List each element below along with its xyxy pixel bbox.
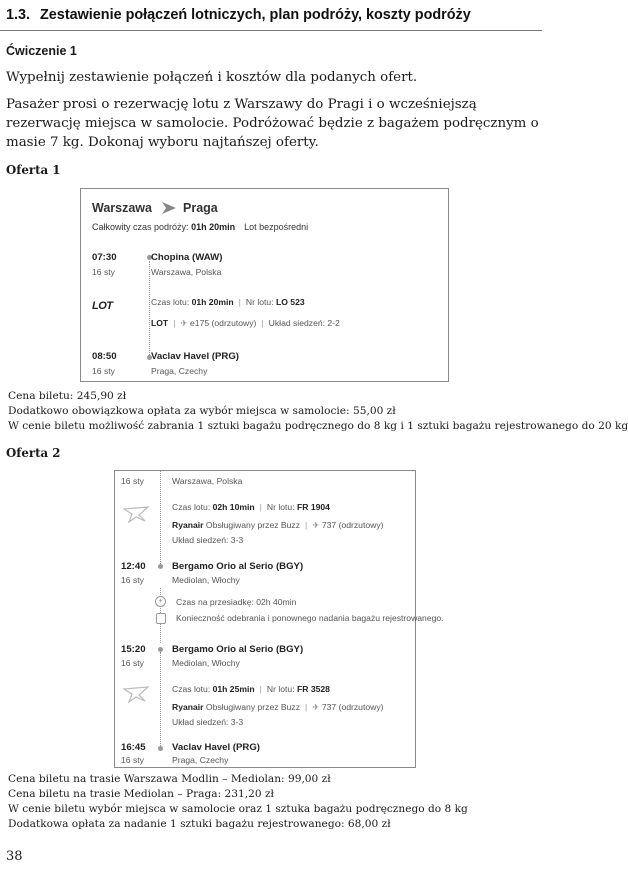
offer-2-note: Dodatkowa opłata za nadanie 1 sztuki bagażu rejestrowanego: 68,00 zł	[8, 818, 391, 830]
plane-icon: ✈	[312, 520, 320, 530]
departure-time: 07:30	[92, 252, 117, 263]
offer-2-label: Oferta 2	[6, 446, 61, 460]
mid-departure-date: 16 sty	[121, 658, 144, 668]
baggage-icon	[156, 613, 166, 624]
arrival-place: Praga, Czechy	[172, 755, 229, 765]
arrival-time: 08:50	[92, 351, 117, 362]
offer-1-note: Dodatkowo obowiązkowa opłata za wybór miejsca w samolocie: 55,00 zł	[8, 405, 396, 417]
clock-icon: +	[155, 596, 166, 607]
top-place: Warszawa, Polska	[172, 476, 243, 486]
route-to: Praga	[183, 201, 218, 215]
total-time-row: Całkowity czas podróży: 01h 20min Lot bezpośredni	[92, 222, 309, 232]
baggage-note: Konieczność odebrania i ponownego nadania bagażu rejestrowanego.	[176, 613, 444, 623]
ryanair-logo-icon	[123, 685, 149, 703]
section-number: 1.3.	[6, 7, 31, 23]
arrival-airport: Vaclav Havel (PRG)	[172, 742, 260, 753]
mid-arrival-time: 12:40	[121, 561, 146, 572]
seg2-seats: Układ siedzeń: 3-3	[172, 717, 244, 727]
seg1-aircraft-info: Ryanair Obsługiwany przez Buzz | ✈ 737 (odrzutowy)	[172, 520, 384, 530]
offer-2-note: Cena biletu na trasie Warszawa Modlin – Mediolan: 99,00 zł	[8, 773, 331, 785]
seg2-aircraft-info: Ryanair Obsługiwany przez Buzz | ✈ 737 (odrzutowy)	[172, 702, 384, 712]
departure-airport: Chopina (WAW)	[151, 252, 223, 263]
top-date: 16 sty	[121, 476, 144, 486]
offer-2-note: Cena biletu na trasie Mediolan – Praga: 231,20 zł	[8, 788, 274, 800]
seg1-seats: Układ siedzeń: 3-3	[172, 535, 244, 545]
plane-icon: ✈	[312, 702, 320, 712]
aircraft-info: LOT | ✈ e175 (odrzutowy) | Układ siedzeń: 2-2	[151, 318, 340, 328]
ryanair-logo-icon	[123, 505, 149, 523]
layover-time: Czas na przesiadkę: 02h 40min	[176, 597, 297, 607]
arrival-place: Praga, Czechy	[151, 366, 208, 376]
arrival-date: 16 sty	[92, 366, 115, 376]
arrival-date: 16 sty	[121, 755, 144, 765]
mid-place: Mediolan, Włochy	[172, 575, 240, 585]
arrival-airport: Vaclav Havel (PRG)	[151, 351, 239, 362]
exercise-task: Pasażer prosi o rezerwację lotu z Warszawy do Pragi i o wcześniejszą rezerwację miejsca w samolocie. Podróżować będzie z bagażem podręcznym o masie 7 kg. Dokonaj wyboru najtańszej oferty.	[6, 97, 539, 150]
departure-place: Warszawa, Polska	[151, 267, 222, 277]
timeline-dot	[158, 746, 163, 751]
timeline-line	[160, 471, 162, 566]
section-heading	[6, 7, 471, 23]
plane-arrow-icon	[161, 201, 177, 215]
plane-icon: ✈	[180, 318, 188, 328]
departure-date: 16 sty	[92, 267, 115, 277]
exercise-instruction: Wypełnij zestawienie połączeń i kosztów dla podanych ofert.	[6, 70, 418, 85]
lot-logo-icon: LOT	[92, 300, 113, 312]
offer-1-card	[80, 188, 449, 382]
mid-arrival-date: 16 sty	[121, 575, 144, 585]
flight-info: Czas lotu: 01h 20min | Nr lotu: LO 523	[151, 297, 305, 307]
page-number: 38	[6, 849, 23, 864]
offer-2-note: W cenie biletu wybór miejsca w samolocie oraz 1 sztuka bagażu podręcznego do 8 kg	[8, 803, 468, 815]
mid-airport: Bergamo Orio al Serio (BGY)	[172, 561, 304, 572]
mid-place-2: Mediolan, Włochy	[172, 658, 240, 668]
section-title: Zestawienie połączeń lotniczych, plan podróży, koszty podróży	[40, 7, 471, 23]
timeline-line	[160, 652, 162, 746]
mid-airport-2: Bergamo Orio al Serio (BGY)	[172, 644, 304, 655]
route-from: Warszawa	[92, 201, 152, 215]
seg1-flight-info: Czas lotu: 02h 10min | Nr lotu: FR 1904	[172, 502, 330, 512]
offer-1-note: Cena biletu: 245,90 zł	[8, 390, 127, 402]
offer-1-label: Oferta 1	[6, 163, 61, 177]
offer-2-card	[114, 470, 444, 768]
offer-1-note: W cenie biletu możliwość zabrania 1 sztuki bagażu podręcznego do 8 kg i 1 sztuki bagażu rejestrowanego do 20 kg	[8, 420, 628, 432]
exercise-title: Ćwiczenie 1	[6, 44, 77, 58]
mid-departure-time: 15:20	[121, 644, 146, 655]
heading-rule	[0, 30, 542, 31]
arrival-time: 16:45	[121, 742, 146, 753]
seg2-flight-info: Czas lotu: 01h 25min | Nr lotu: FR 3528	[172, 684, 330, 694]
timeline-dot	[158, 564, 163, 569]
